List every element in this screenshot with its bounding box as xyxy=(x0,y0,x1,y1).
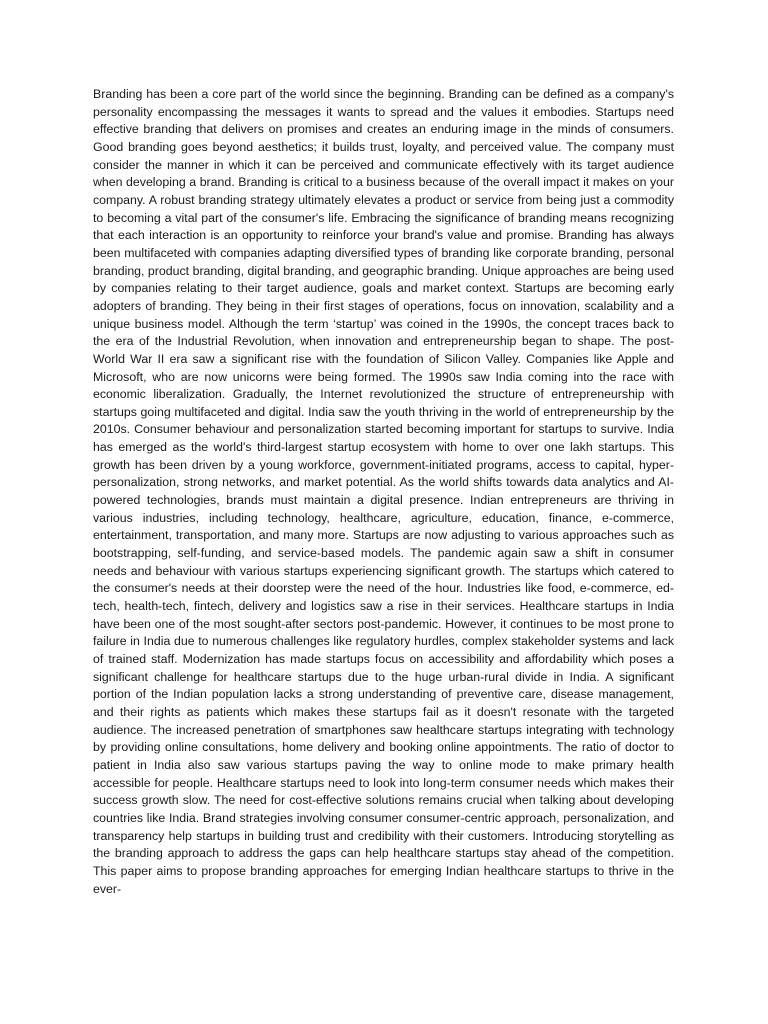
document-page xyxy=(93,86,674,898)
body-paragraph: Branding has been a core part of the world since the beginning. Branding can be defined as a company's personality encompassing the messages it wants to spread and the values it embodies. Startups need effective branding that delivers on promises and creates an enduring image in the minds of consumers. Good branding goes beyond aesthetics; it builds trust, loyalty, and perceived value. The company must consider the manner in which it can be perceived and communicate effectively with its target audience when developing a brand. Branding is critical to a business because of the overall impact it makes on your company. A robust branding strategy ultimately elevates a product or service from being just a commodity to becoming a vital part of the consumer's life. Embracing the significance of branding means recognizing that each interaction is an opportunity to reinforce your brand's value and promise. Branding has always been multifaceted with companies adapting diversified types of branding like corporate branding, personal branding, product branding, digital branding, and geographic branding. Unique approaches are being used by companies relating to their target audience, goals and market context. Startups are becoming early adopters of branding. They being in their first stages of operations, focus on innovation, scalability and a unique business model. Although the term ‘startup’ was coined in the 1990s, the concept traces back to the era of the Industrial Revolution, when innovation and entrepreneurship began to shape. The post-World War II era saw a significant rise with the foundation of Silicon Valley. Companies like Apple and Microsoft, who are now unicorns were being formed. The 1990s saw India coming into the race with economic liberalization. Gradually, the Internet revolutionized the structure of entrepreneurship with startups going multifaceted and digital. India saw the youth thriving in the world of entrepreneurship by the 2010s. Consumer behaviour and personalization started becoming important for startups to survive. India has emerged as the world's third-largest startup ecosystem with home to over one lakh startups. This growth has been driven by a young workforce, government-initiated programs, access to capital, hyper-personalization, strong networks, and market potential. As the world shifts towards data analytics and AI-powered technologies, brands must maintain a digital presence. Indian entrepreneurs are thriving in various industries, including technology, healthcare, agriculture, education, finance, e-commerce, entertainment, transportation, and many more. Startups are now adjusting to various approaches such as bootstrapping, self-funding, and service-based models. The pandemic again saw a shift in consumer needs and behaviour with various startups experiencing significant growth. The startups which catered to the consumer's needs at their doorstep were the need of the hour. Industries like food, e-commerce, ed-tech, health-tech, fintech, delivery and logistics saw a rise in their services. Healthcare startups in India have been one of the most sought-after sectors post-pandemic. However, it continues to be most prone to failure in India due to numerous challenges like regulatory hurdles, complex stakeholder systems and lack of trained staff. Modernization has made startups focus on accessibility and affordability which poses a significant challenge for healthcare startups due to the huge urban-rural divide in India. A significant portion of the Indian population lacks a strong understanding of preventive care, disease management, and their rights as patients which makes these startups fail as it doesn't resonate with the targeted audience. The increased penetration of smartphones saw healthcare startups integrating with technology by providing online consultations, home delivery and booking online appointments. The ratio of doctor to patient in India also saw various startups paving the way to online mode to make primary health accessible for people. Healthcare startups need to look into long-term consumer needs which makes their success growth slow. The need for cost-effective solutions remains crucial when talking about developing countries like India. Brand strategies involving consumer consumer-centric approach, personalization, and transparency help startups in building trust and credibility with their customers. Introducing storytelling as the branding approach to address the gaps can help healthcare startups stay ahead of the competition. This paper aims to propose branding approaches for emerging Indian healthcare startups to thrive in the ever- xyxy=(93,87,674,896)
